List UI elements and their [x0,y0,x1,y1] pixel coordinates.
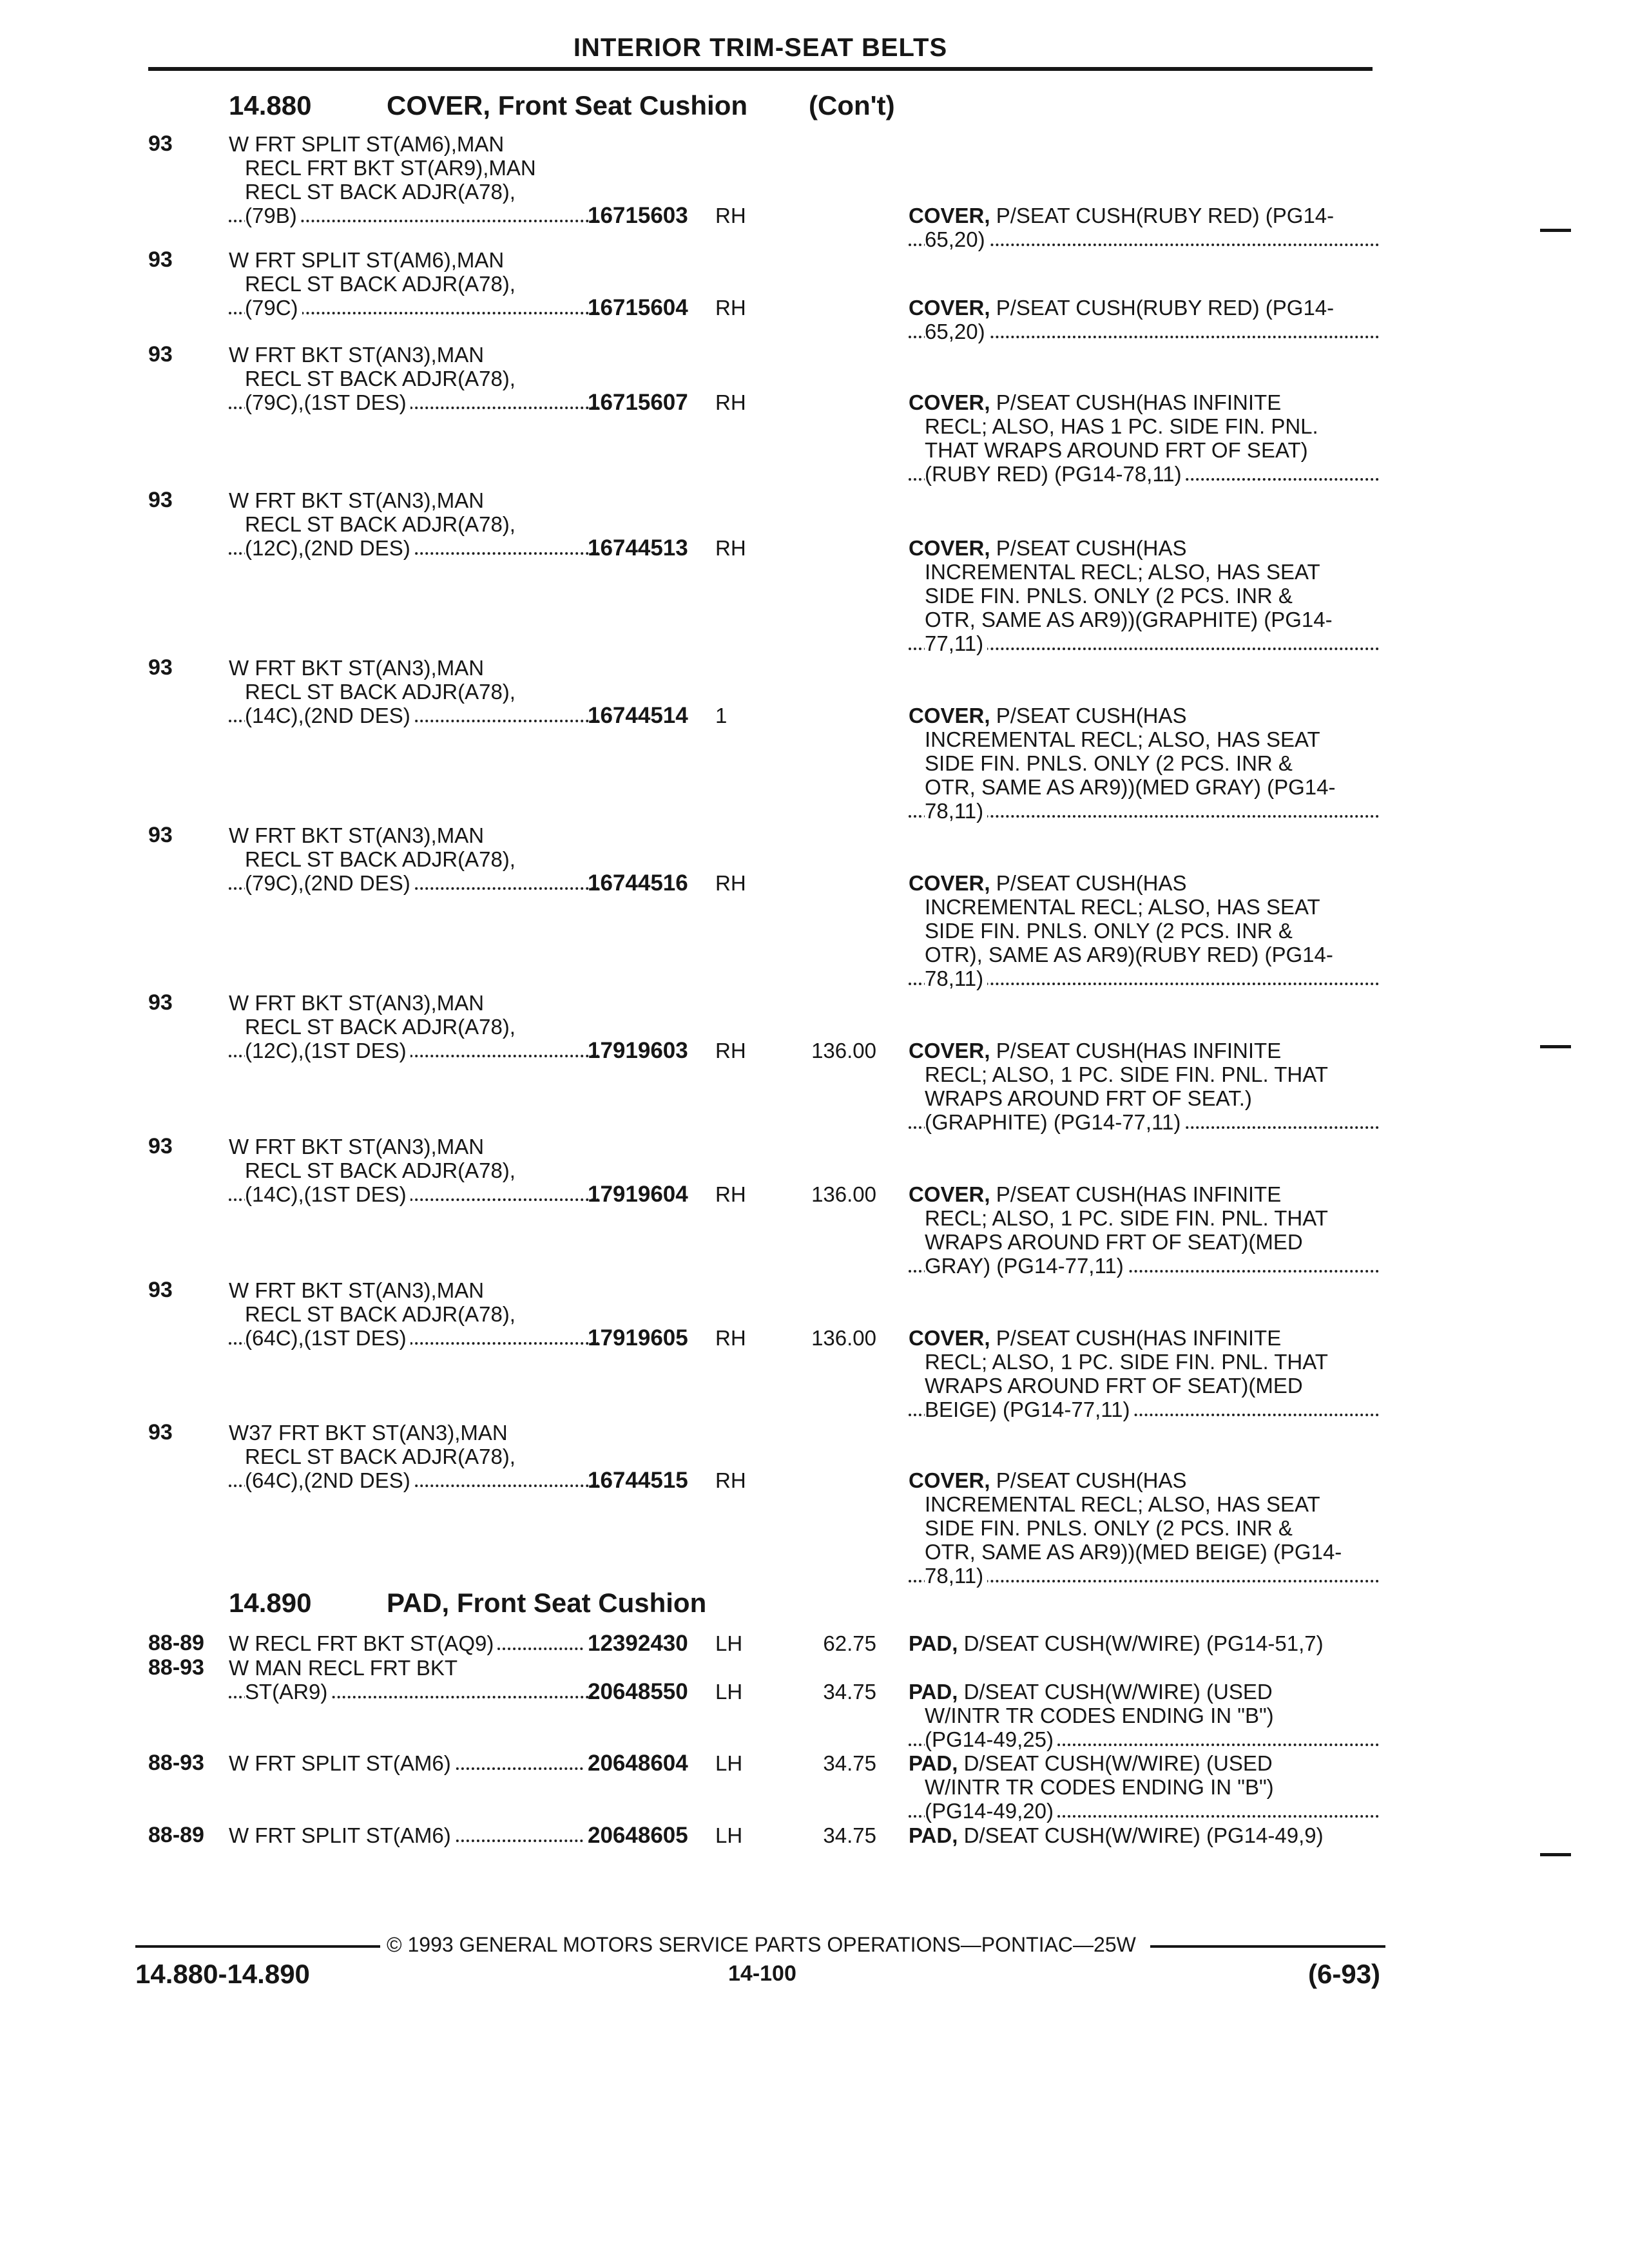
description-line-text: (RUBY RED) (PG14-78,11) [925,462,1186,486]
footer-rule-left [135,1945,380,1948]
model-year: 93 [148,342,173,367]
application-line [229,390,599,414]
description-keyword: COVER, [909,1039,990,1062]
model-year: 93 [148,131,173,156]
part-number: 17919604 [588,1182,688,1207]
description-line-text: COVER, P/SEAT CUSH(HAS [909,871,1187,895]
description-keyword: COVER, [909,390,990,414]
part-number: 16744513 [588,535,688,561]
application-text [229,823,615,895]
application-line: W FRT BKT ST(AN3),MAN [229,343,485,367]
model-year: 88-89 [148,1823,204,1847]
part-description [909,871,1379,990]
application-line: RECL ST BACK ADJR(A78), [245,272,516,296]
part-description [909,1680,1379,1751]
part-number: 12392430 [588,1631,688,1656]
part-number: 20648604 [588,1751,688,1776]
description-line-text: SIDE FIN. PNLS. ONLY (2 PCS. INR & [925,584,1293,608]
description-line-text: COVER, P/SEAT CUSH(HAS INFINITE [909,1182,1282,1206]
model-year: 93 [148,823,173,847]
part-side: LH [715,1680,743,1704]
part-side: RH [715,390,746,414]
application-line: RECL FRT BKT ST(AR9),MAN [245,156,536,180]
description-line [909,536,1379,560]
application-line-text: W FRT SPLIT ST(AM6) [229,1751,455,1775]
description-line [909,462,1379,486]
part-description [909,1468,1379,1588]
application-text [229,1631,615,1655]
application-line-text: (79B) [245,204,301,227]
description-keyword: PAD, [909,1680,958,1704]
model-year: 93 [148,488,173,512]
description-keyword: COVER, [909,871,990,895]
page-number: 14-100 [728,1961,796,1986]
application-text [229,1656,615,1704]
description-line [909,1086,1379,1110]
application-line-text: (64C),(2ND DES) [245,1468,414,1492]
application-line-text: (12C),(1ST DES) [245,1039,410,1062]
description-line-text: W/INTR TR CODES ENDING IN "B") [925,1704,1274,1727]
part-price: 34.75 [823,1823,876,1847]
footer-rule-right [1150,1945,1385,1948]
part-number: 16744514 [588,703,688,728]
description-line [909,1540,1379,1564]
section-title: COVER, Front Seat Cushion [387,90,748,120]
part-description [909,1326,1379,1421]
application-line [229,1680,599,1704]
part-description [909,1182,1379,1278]
model-year: 93 [148,1134,173,1158]
application-text [229,1421,615,1492]
section-title: PAD, Front Seat Cushion [387,1588,707,1618]
application-line: W FRT BKT ST(AN3),MAN [229,656,485,680]
application-text [229,488,615,560]
description-line [909,1516,1379,1540]
description-keyword: COVER, [909,1468,990,1492]
part-price: 136.00 [811,1182,876,1206]
description-line [909,1398,1379,1421]
part-price: 62.75 [823,1631,876,1655]
model-year: 93 [148,247,173,272]
description-line-text: (GRAPHITE) (PG14-77,11) [925,1110,1184,1134]
model-year: 93 [148,1278,173,1302]
description-line [909,1799,1379,1823]
application-text [229,1278,615,1350]
part-number: 16715603 [588,203,688,228]
footer-date: (6-93) [1308,1959,1381,1989]
part-number: 20648550 [588,1679,688,1704]
application-line: RECL ST BACK ADJR(A78), [245,1158,516,1182]
description-line [909,1062,1379,1086]
application-line-text: W RECL FRT BKT ST(AQ9) [229,1631,497,1655]
description-keyword: COVER, [909,1326,990,1350]
application-line-text: (64C),(1ST DES) [245,1326,410,1350]
application-line: RECL ST BACK ADJR(A78), [245,1302,516,1326]
model-year: 93 [148,1420,173,1445]
description-line [909,204,1379,227]
description-line [909,1230,1379,1254]
description-keyword: PAD, [909,1823,958,1847]
application-text [229,132,615,227]
application-line: W MAN RECL FRT BKT [229,1656,458,1680]
description-line [909,1680,1379,1704]
application-line [229,1751,583,1775]
description-line-text: 78,11) [925,966,987,990]
part-number: 16744515 [588,1468,688,1493]
description-line-text: RECL; ALSO, 1 PC. SIDE FIN. PNL. THAT [925,1206,1328,1230]
application-text [229,343,615,414]
description-line-text: INCREMENTAL RECL; ALSO, HAS SEAT [925,895,1320,919]
description-line [909,775,1379,799]
footer-range: 14.880-14.890 [135,1959,310,1989]
part-description [909,1751,1379,1823]
part-price: 34.75 [823,1680,876,1704]
description-line-text: PAD, D/SEAT CUSH(W/WIRE) (PG14-49,9) [909,1823,1324,1847]
part-side: RH [715,1182,746,1206]
application-text [229,1823,615,1847]
application-line [229,1823,583,1847]
description-line-text: COVER, P/SEAT CUSH(RUBY RED) (PG14- [909,296,1335,320]
page-title: INTERIOR TRIM-SEAT BELTS [573,34,948,62]
margin-mark [1540,1853,1571,1856]
application-line: W FRT BKT ST(AN3),MAN [229,1278,485,1302]
part-side: LH [715,1751,743,1775]
description-line [909,1254,1379,1278]
description-line [909,1182,1379,1206]
application-line: W FRT SPLIT ST(AM6),MAN [229,248,505,272]
description-line-text: RECL; ALSO, 1 PC. SIDE FIN. PNL. THAT [925,1062,1328,1086]
description-line [909,727,1379,751]
description-line [909,1564,1379,1588]
part-side: 1 [715,704,728,727]
application-line-text: (79C),(2ND DES) [245,871,414,895]
part-number: 16715607 [588,390,688,415]
description-line [909,919,1379,943]
header-rule [148,67,1373,71]
description-line [909,1326,1379,1350]
application-line: RECL ST BACK ADJR(A78), [245,1015,516,1039]
description-line [909,943,1379,966]
part-number: 16744516 [588,870,688,896]
part-number: 17919605 [588,1325,688,1350]
description-line [909,438,1379,462]
description-line [909,1775,1379,1799]
part-side: RH [715,1326,746,1350]
application-line [229,296,599,320]
model-year: 93 [148,990,173,1015]
part-description [909,1631,1379,1655]
description-line-text: INCREMENTAL RECL; ALSO, HAS SEAT [925,560,1320,584]
description-line [909,1110,1379,1134]
margin-mark [1540,1045,1571,1048]
application-line [229,1468,599,1492]
description-line-text: COVER, P/SEAT CUSH(HAS [909,704,1187,727]
description-line [909,1631,1379,1655]
part-side: RH [715,1468,746,1492]
part-side: RH [715,296,746,320]
description-line-text: COVER, P/SEAT CUSH(RUBY RED) (PG14- [909,204,1335,227]
description-line-text: W/INTR TR CODES ENDING IN "B") [925,1775,1274,1799]
part-number: 20648605 [588,1823,688,1848]
application-line [229,1326,599,1350]
description-line [909,1727,1379,1751]
application-line: W37 FRT BKT ST(AN3),MAN [229,1421,508,1445]
description-line [909,1039,1379,1062]
description-line-text: SIDE FIN. PNLS. ONLY (2 PCS. INR & [925,919,1293,943]
part-side: LH [715,1823,743,1847]
description-line [909,751,1379,775]
application-line-text: (79C) [245,296,302,320]
description-line [909,1206,1379,1230]
part-price: 34.75 [823,1751,876,1775]
description-line [909,704,1379,727]
description-keyword: COVER, [909,704,990,727]
part-description [909,204,1379,251]
application-line: RECL ST BACK ADJR(A78), [245,512,516,536]
description-line-text: COVER, P/SEAT CUSH(HAS [909,1468,1187,1492]
application-line [229,1039,599,1062]
description-line-text: OTR, SAME AS AR9))(GRAPHITE) (PG14- [925,608,1333,631]
description-line-text: RECL; ALSO, 1 PC. SIDE FIN. PNL. THAT [925,1350,1328,1374]
description-line [909,608,1379,631]
application-line-text: W FRT SPLIT ST(AM6) [229,1823,455,1847]
part-side: LH [715,1631,743,1655]
application-line: RECL ST BACK ADJR(A78), [245,180,516,204]
description-line [909,320,1379,343]
description-line [909,560,1379,584]
part-description [909,390,1379,486]
description-line [909,296,1379,320]
description-line [909,631,1379,655]
description-line-text: PAD, D/SEAT CUSH(W/WIRE) (USED [909,1680,1273,1704]
application-line-text: ST(AR9) [245,1680,331,1704]
description-line [909,414,1379,438]
part-side: RH [715,204,746,227]
application-line: RECL ST BACK ADJR(A78), [245,1445,516,1468]
part-description [909,1039,1379,1134]
description-line [909,871,1379,895]
description-line-text: INCREMENTAL RECL; ALSO, HAS SEAT [925,1492,1320,1516]
description-line-text: WRAPS AROUND FRT OF SEAT.) [925,1086,1252,1110]
description-line-text: BEIGE) (PG14-77,11) [925,1398,1134,1421]
section-number: 14.880 [229,90,312,120]
description-line-text: COVER, P/SEAT CUSH(HAS INFINITE [909,1326,1282,1350]
application-line: RECL ST BACK ADJR(A78), [245,680,516,704]
application-text [229,248,615,320]
description-line-text: SIDE FIN. PNLS. ONLY (2 PCS. INR & [925,1516,1293,1540]
application-line [229,1631,583,1655]
description-line-text: (PG14-49,25) [925,1727,1057,1751]
description-line [909,966,1379,990]
model-year: 88-93 [148,1751,204,1775]
application-text [229,991,615,1062]
description-line-text: (PG14-49,20) [925,1799,1057,1823]
description-line-text: 78,11) [925,1564,987,1588]
description-line [909,1751,1379,1775]
description-line [909,1468,1379,1492]
application-line-text: (14C),(1ST DES) [245,1182,410,1206]
description-line-text: COVER, P/SEAT CUSH(HAS INFINITE [909,390,1282,414]
description-line-text: OTR, SAME AS AR9))(MED GRAY) (PG14- [925,775,1336,799]
description-line-text: WRAPS AROUND FRT OF SEAT)(MED [925,1374,1303,1398]
description-keyword: COVER, [909,296,990,320]
description-keyword: COVER, [909,204,990,227]
application-line: W FRT BKT ST(AN3),MAN [229,1135,485,1158]
description-line [909,895,1379,919]
application-text [229,1135,615,1206]
part-number: 16715604 [588,295,688,320]
description-line-text: SIDE FIN. PNLS. ONLY (2 PCS. INR & [925,751,1293,775]
application-line [229,536,599,560]
description-line [909,1492,1379,1516]
description-line-text: COVER, P/SEAT CUSH(HAS [909,536,1187,560]
model-year: 88-89 [148,1631,204,1655]
description-line-text: RECL; ALSO, HAS 1 PC. SIDE FIN. PNL. [925,414,1318,438]
description-line-text: OTR), SAME AS AR9)(RUBY RED) (PG14- [925,943,1333,966]
application-line: W FRT BKT ST(AN3),MAN [229,488,485,512]
application-line [229,204,599,227]
application-line-text: (12C),(2ND DES) [245,536,414,560]
description-line-text: 77,11) [925,631,987,655]
model-year: 88-93 [148,1655,204,1680]
description-keyword: COVER, [909,536,990,560]
application-line: W FRT SPLIT ST(AM6),MAN [229,132,505,156]
application-text [229,1751,615,1775]
description-line-text: GRAY) (PG14-77,11) [925,1254,1128,1278]
part-side: RH [715,871,746,895]
description-line-text: 65,20) [925,227,989,251]
description-line-text: PAD, D/SEAT CUSH(W/WIRE) (PG14-51,7) [909,1631,1324,1655]
description-keyword: PAD, [909,1751,958,1775]
application-line [229,871,599,895]
part-side: RH [715,1039,746,1062]
part-side: RH [715,536,746,560]
description-line-text: OTR, SAME AS AR9))(MED BEIGE) (PG14- [925,1540,1342,1564]
part-description [909,296,1379,343]
application-line [229,1182,599,1206]
part-price: 136.00 [811,1326,876,1350]
application-line-text: (14C),(2ND DES) [245,704,414,727]
description-line-text: THAT WRAPS AROUND FRT OF SEAT) [925,438,1308,462]
part-description [909,536,1379,655]
application-line: RECL ST BACK ADJR(A78), [245,847,516,871]
description-line-text: INCREMENTAL RECL; ALSO, HAS SEAT [925,727,1320,751]
section-continued: (Con't) [809,90,895,120]
application-line: W FRT BKT ST(AN3),MAN [229,991,485,1015]
description-line [909,799,1379,823]
description-line-text: PAD, D/SEAT CUSH(W/WIRE) (USED [909,1751,1273,1775]
section-number: 14.890 [229,1588,312,1618]
application-line: W FRT BKT ST(AN3),MAN [229,823,485,847]
model-year: 93 [148,655,173,680]
description-line [909,1374,1379,1398]
description-line [909,390,1379,414]
description-line-text: 78,11) [925,799,987,823]
description-line [909,1823,1379,1847]
copyright-line: © 1993 GENERAL MOTORS SERVICE PARTS OPERATIONS—PONTIAC—25W [387,1933,1136,1956]
application-text [229,656,615,727]
part-description [909,704,1379,823]
description-keyword: COVER, [909,1182,990,1206]
description-line-text: COVER, P/SEAT CUSH(HAS INFINITE [909,1039,1282,1062]
description-line [909,227,1379,251]
application-line: RECL ST BACK ADJR(A78), [245,367,516,390]
margin-mark [1540,229,1571,232]
application-line [229,704,599,727]
description-line [909,1350,1379,1374]
description-keyword: PAD, [909,1631,958,1655]
description-line-text: WRAPS AROUND FRT OF SEAT)(MED [925,1230,1303,1254]
description-line [909,1704,1379,1727]
part-number: 17919603 [588,1038,688,1063]
part-description [909,1823,1379,1847]
part-price: 136.00 [811,1039,876,1062]
application-line-text: (79C),(1ST DES) [245,390,410,414]
description-line-text: 65,20) [925,320,989,343]
description-line [909,584,1379,608]
